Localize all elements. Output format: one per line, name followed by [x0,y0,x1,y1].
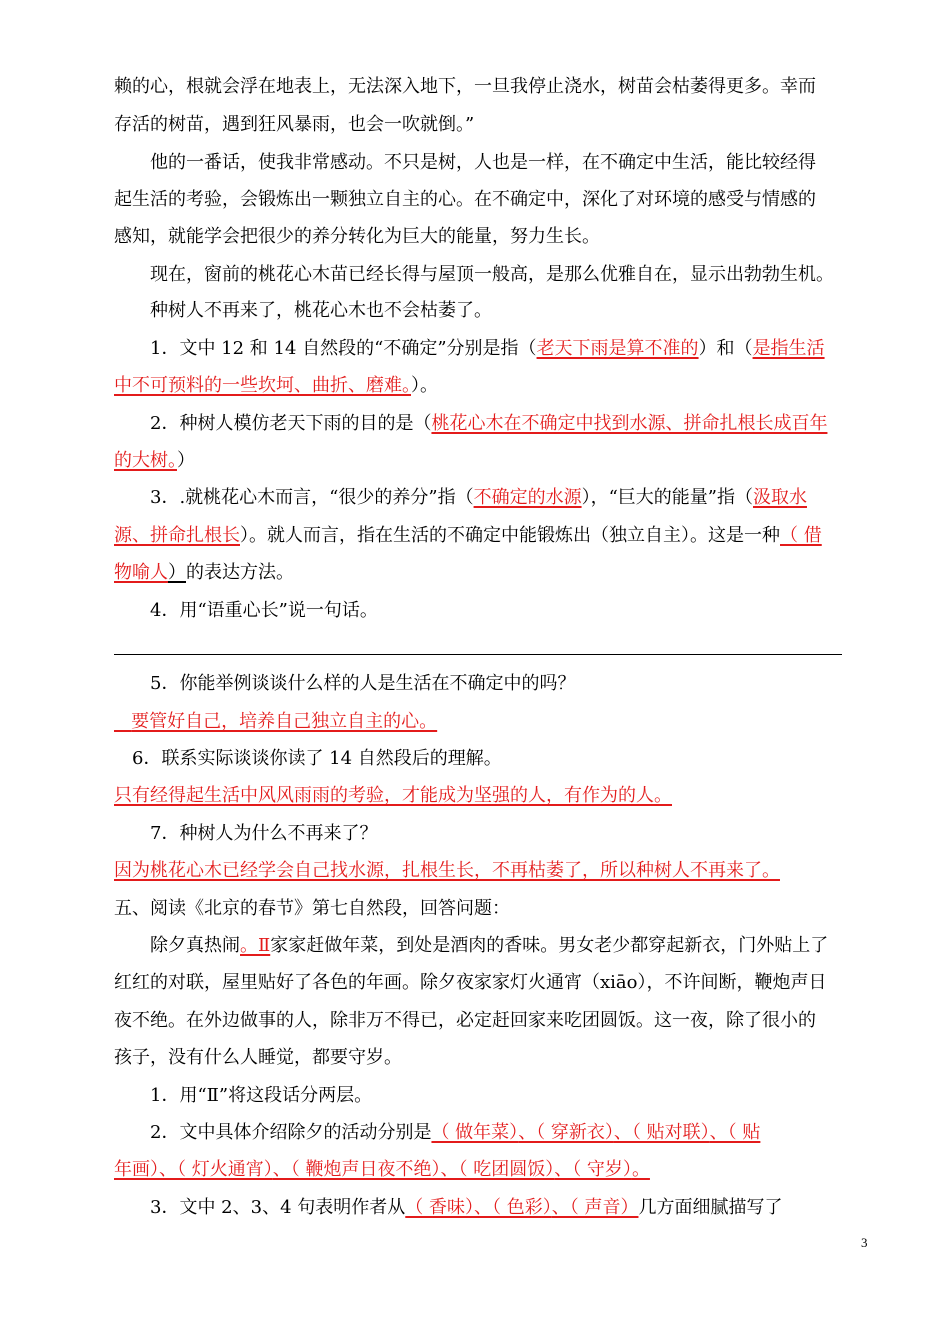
question-text: 几方面细腻描写了 [638,1197,783,1218]
answer-text: 物喻人 [114,562,168,583]
question-text: 的表达方法。 [186,562,294,583]
answer-text: 、（ 声音） [551,1197,639,1218]
paragraph-text: 家家赶做年菜，到处是酒肉的香味。男女老少都穿起新衣，门外贴上了 [270,935,829,956]
answer-text: 、（ 穿新衣） [518,1122,614,1143]
question-5: 5．你能举例谈谈什么样的人是生活在不确定中的吗？ [150,673,576,694]
answer-text: 、（ 灯火通宵） [159,1159,273,1180]
paragraph-line: 赖的心，根就会浮在地表上，无法深入地下，一旦我停止浇水，树苗会枯萎得更多。幸而 [114,76,816,97]
answer-text: 、（ 鞭炮声日夜不绝） [272,1159,441,1180]
question-3 [150,485,884,511]
question-text: 3．.就桃花心木而言，“很少的养分”指（ [150,487,474,508]
paragraph-line: 他的一番话，使我非常感动。不只是树，人也是一样，在不确定中生活，能比较经得 [150,152,816,173]
answer-text: （ 借 [780,525,822,546]
paragraph-line [150,933,884,959]
paragraph-line: 夜不绝。在外边做事的人，除非万不得已，必定赶回家来吃团圆饭。这一夜，除了很小的 [114,1010,816,1031]
question-1 [150,336,884,362]
answer-text: 、（ 色彩） [474,1197,552,1218]
answer-6 [114,783,884,809]
question-text: 3．文中 2、3、4 句表明作者从 [150,1197,406,1218]
question-1-cont [114,373,884,399]
answer-text: 年画） [114,1159,159,1180]
question-6: 6．联系实际谈谈你读了 14 自然段后的理解。 [132,748,502,769]
answer-text: 中不可预料的一些坎坷、曲折、磨难。 [114,375,411,396]
section5-question-3 [150,1195,884,1221]
question-text: 2．种树人模仿老天下雨的目的是（ [150,413,432,434]
answer-text: 、（ 吃团圆饭） [440,1159,555,1180]
question-2 [150,411,884,437]
question-text: ）。就人而言，指在生活的不确定中能锻炼出（独立自主）。这是一种 [240,525,780,546]
answer-text: 是指生活 [752,338,825,359]
page-number: 3 [861,1235,868,1250]
answer-text: 的大树。 [114,450,177,471]
answer-text: 要管好自己，培养自己独立自主的心。 [131,711,438,732]
paragraph-line: 存活的树苗，遇到狂风暴雨，也会一吹就倒。” [114,114,475,135]
question-text: ）和（ [698,338,753,359]
paragraph-text: 除夕真热闹 [150,935,240,956]
answer-text: 不确定的水源 [473,487,582,508]
section5-question-1: 1．用“Ⅱ”将这段话分两层。 [150,1085,373,1106]
question-3-cont [114,560,884,586]
question-3-cont [114,523,884,549]
paragraph-line: 感知，就能学会把很少的养分转化为巨大的能量，努力生长。 [114,226,600,247]
layer-mark: 。Ⅱ [240,935,271,956]
answer-text: 老天下雨是算不准的 [536,338,699,359]
answer-text: 因为桃花心木已经学会自己找水源，扎根生长，不再枯萎了，所以种树人不再来了。 [114,860,780,881]
question-text: ）。 [411,375,438,396]
question-text: ），“巨大的能量”指（ [581,487,753,508]
answer-text: 。 [631,1159,650,1180]
paragraph-line: 现在，窗前的桃花心木苗已经长得与屋顶一般高，是那么优雅自在，显示出勃勃生机。 [150,264,834,285]
paragraph-line: 红红的对联，屋里贴好了各色的年画。除夕夜家家灯火通宵（xiāo），不许间断，鞭炮声日 [114,972,827,993]
answer-5 [114,709,884,735]
answer-text: （ 香味） [405,1197,474,1218]
section5-question-2 [150,1120,884,1146]
answer-text: 汲取水 [752,487,807,508]
question-text: 1．文中 12 和 14 自然段的“不确定”分别是指（ [150,338,537,359]
section5-question-2-cont [114,1157,884,1183]
question-4: 4．用“语重心长”说一句话。 [150,600,378,621]
answer-blank-line [114,654,842,655]
answer-text: 桃花心木在不确定中找到水源、拼命扎根长成百年 [431,413,828,434]
answer-text: 、（ 贴对联） [613,1122,710,1143]
paragraph-line: 起生活的考验，会锻炼出一颗独立自主的心。在不确定中，深化了对环境的感受与情感的 [114,189,816,210]
question-text: 2．文中具体介绍除夕的活动分别是 [150,1122,432,1143]
question-text: ） [177,450,195,471]
answer-text: 、（ 守岁） [554,1159,632,1180]
answer-text: （ 做年菜） [431,1122,519,1143]
answer-7 [114,858,884,884]
answer-text: 只有经得起生活中风风雨雨的考验，才能成为坚强的人，有作为的人。 [114,785,672,806]
answer-text: ） [168,562,186,583]
paragraph-line: 孩子，没有什么人睡觉，都要守岁。 [114,1047,402,1068]
paragraph-line: 种树人不再来了，桃花心木也不会枯萎了。 [150,300,492,321]
question-7: 7．种树人为什么不再来了？ [150,823,378,844]
question-2-cont [114,448,884,474]
answer-text: 源、拼命扎根长 [114,525,240,546]
answer-text: 、（ 贴 [709,1122,761,1143]
section-heading: 五、阅读《北京的春节》第七自然段，回答问题： [114,898,510,919]
